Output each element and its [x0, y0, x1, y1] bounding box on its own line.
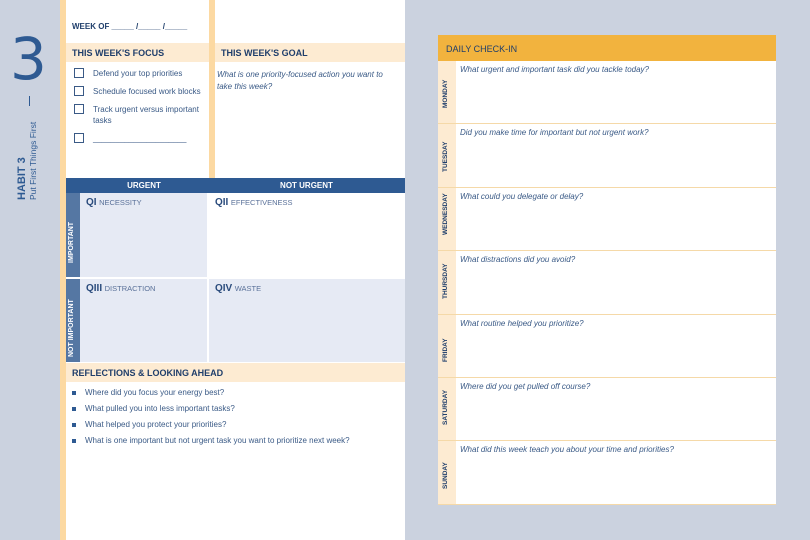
matrix-header — [66, 178, 405, 193]
checkbox[interactable] — [74, 86, 84, 96]
habit-sidebar — [0, 0, 60, 540]
column-divider — [209, 0, 215, 178]
col-not-urgent: NOT URGENT — [280, 181, 333, 190]
reflection-item: What pulled you into less important tasks? — [72, 404, 350, 413]
focus-item[interactable]: Track urgent versus important tasks — [74, 104, 204, 126]
day-thursday[interactable]: THURSDAY What distractions did you avoid? — [438, 251, 776, 314]
day-saturday[interactable]: SATURDAY Where did you get pulled off course? — [438, 378, 776, 441]
reflection-item: Where did you focus your energy best? — [72, 388, 350, 397]
goal-header: THIS WEEK'S GOAL — [215, 43, 405, 62]
quadrant-4[interactable]: QIV WASTE — [209, 279, 405, 362]
quadrant-1[interactable]: QI NECESSITY — [80, 193, 207, 277]
checkbox[interactable] — [74, 133, 84, 143]
bullet-icon — [72, 391, 76, 395]
checkbox[interactable] — [74, 104, 84, 114]
habit-number: 3 — [10, 25, 47, 93]
focus-list — [74, 68, 204, 151]
reflections-header: REFLECTIONS & LOOKING AHEAD — [66, 363, 405, 382]
bullet-icon — [72, 407, 76, 411]
quadrant-3[interactable]: QIII DISTRACTION — [80, 279, 207, 362]
habit-label — [16, 122, 38, 200]
focus-header: THIS WEEK'S FOCUS — [66, 43, 209, 62]
day-sunday[interactable]: SUNDAY What did this week teach you about your time and priorities? — [438, 441, 776, 504]
checkbox[interactable] — [74, 68, 84, 78]
day-friday[interactable]: FRIDAY What routine helped you prioritize? — [438, 315, 776, 378]
daily-header: DAILY CHECK-IN — [438, 35, 776, 61]
day-tuesday[interactable]: TUESDAY Did you make time for important but not urgent work? — [438, 124, 776, 187]
weekly-page — [60, 0, 405, 540]
row-not-important: NOT IMPORTANT — [66, 279, 80, 362]
week-of-field[interactable]: WEEK OF _____ /_____ /_____ — [72, 22, 188, 31]
row-important: IMPORTANT — [66, 193, 80, 277]
bullet-icon — [72, 439, 76, 443]
bullet-icon — [72, 423, 76, 427]
priority-matrix — [66, 178, 405, 193]
divider — [29, 96, 30, 106]
day-wednesday[interactable]: WEDNESDAY What could you delegate or delay? — [438, 188, 776, 251]
quadrant-2[interactable]: QII EFFECTIVENESS — [209, 193, 405, 277]
habit-title: HABIT 3 — [16, 157, 28, 200]
focus-item[interactable]: Schedule focused work blocks — [74, 86, 204, 97]
reflections-list — [72, 388, 350, 452]
daily-check-in — [438, 35, 776, 505]
day-monday[interactable]: MONDAY What urgent and important task did you tackle today? — [438, 61, 776, 124]
focus-item[interactable]: _____________________ — [74, 133, 204, 144]
focus-item[interactable]: Defend your top priorities — [74, 68, 204, 79]
goal-prompt[interactable]: What is one priority-focused action you want to take this week? — [217, 70, 383, 91]
reflection-item: What is one important but not urgent task you want to prioritize next week? — [72, 436, 350, 445]
habit-subtitle: Put First Things First — [28, 121, 38, 200]
col-urgent: URGENT — [127, 181, 161, 190]
reflection-item: What helped you protect your priorities? — [72, 420, 350, 429]
